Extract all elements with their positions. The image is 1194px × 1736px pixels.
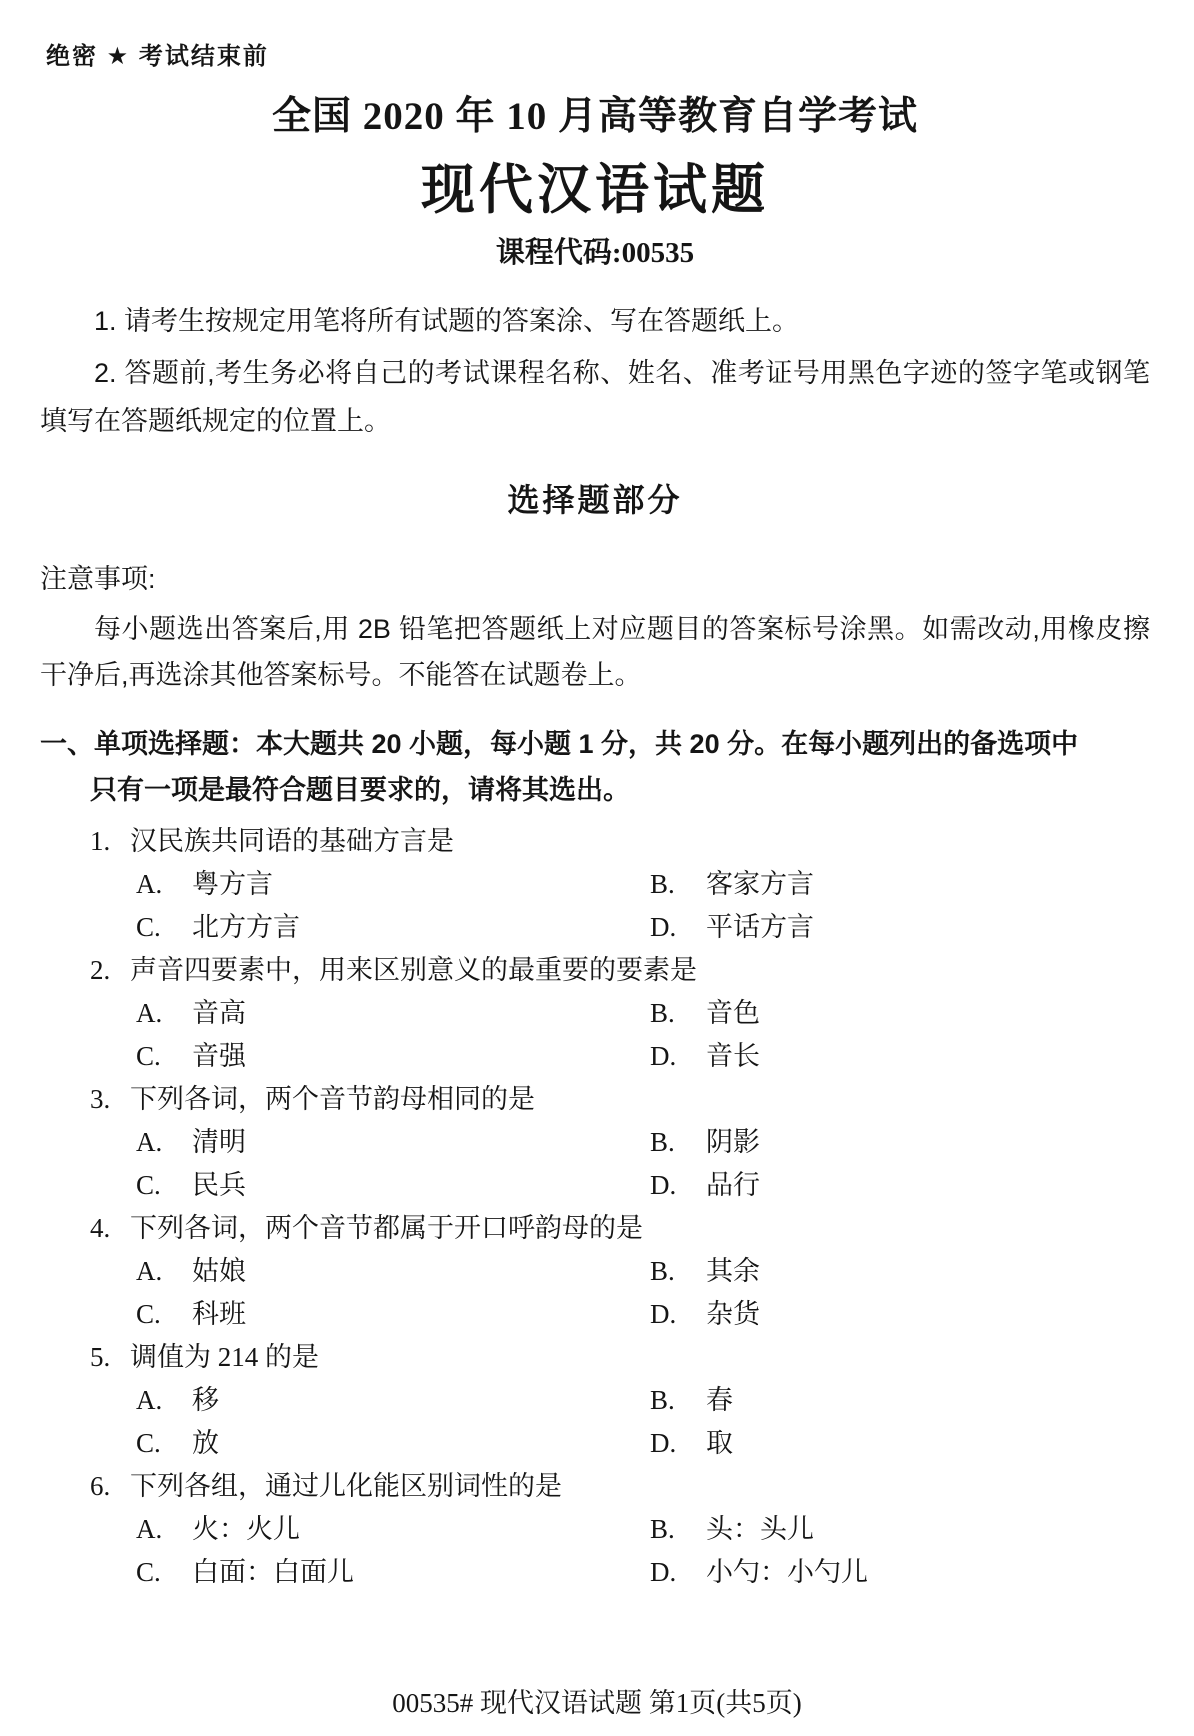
question-1 (40, 820, 1150, 949)
option-row (40, 1250, 1150, 1293)
option-text: 移 (192, 1385, 219, 1415)
option-c (136, 1164, 650, 1207)
option-row (40, 992, 1150, 1035)
question-6 (40, 1465, 1150, 1594)
option-label: C. (136, 1170, 161, 1200)
question-stem: 调值为 214 的是 (130, 1342, 319, 1372)
question-2 (40, 949, 1150, 1078)
option-b (650, 1379, 733, 1422)
option-label: C. (136, 1557, 161, 1587)
question-stem: 汉民族共同语的基础方言是 (130, 826, 454, 856)
question-stem-row (40, 1207, 1150, 1250)
option-b (650, 1508, 814, 1551)
option-row (40, 1508, 1150, 1551)
page-footer: 00535# 现代汉语试题 第1页(共5页) (392, 1688, 802, 1718)
option-c (136, 906, 650, 949)
part-one-heading (40, 726, 1150, 808)
option-text: 阴影 (706, 1127, 760, 1157)
option-label: B. (650, 1256, 675, 1286)
option-text: 音长 (706, 1041, 760, 1071)
part-one-heading-line2: 只有一项是最符合题目要求的，请将其选出。 (90, 775, 630, 805)
option-label: A. (136, 869, 163, 899)
question-stem: 下列各词，两个音节都属于开口呼韵母的是 (130, 1213, 643, 1243)
notice-label: 注意事项: (40, 564, 156, 594)
option-label: B. (650, 1385, 675, 1415)
question-stem-row (40, 1078, 1150, 1121)
option-text: 杂货 (706, 1299, 760, 1329)
option-row (40, 1422, 1150, 1465)
option-label: C. (136, 1428, 161, 1458)
option-a (136, 1379, 650, 1422)
option-label: A. (136, 1514, 163, 1544)
question-number: 6. (90, 1471, 111, 1501)
option-text: 火：火儿 (192, 1514, 300, 1544)
option-text: 取 (706, 1428, 733, 1458)
option-c (136, 1035, 650, 1078)
option-row (40, 1164, 1150, 1207)
option-label: A. (136, 1385, 163, 1415)
option-text: 音强 (192, 1041, 246, 1071)
option-a (136, 1508, 650, 1551)
question-number: 2. (90, 955, 111, 985)
option-text: 科班 (192, 1299, 246, 1329)
option-text: 平话方言 (706, 912, 814, 942)
option-text: 品行 (706, 1170, 760, 1200)
exam-title: 现代汉语试题 (421, 160, 769, 220)
exam-session-title: 全国 2020 年 10 月高等教育自学考试 (271, 95, 918, 138)
option-text: 白面：白面儿 (192, 1557, 354, 1587)
option-text: 姑娘 (192, 1256, 246, 1286)
option-c (136, 1293, 650, 1336)
option-row (40, 1551, 1150, 1594)
option-d (650, 1164, 760, 1207)
option-row (40, 1293, 1150, 1336)
question-stem-row (40, 949, 1150, 992)
question-stem: 下列各词，两个音节韵母相同的是 (130, 1084, 535, 1114)
option-row (40, 1035, 1150, 1078)
section-header: 选择题部分 (507, 482, 683, 518)
option-row (40, 863, 1150, 906)
option-label: D. (650, 1299, 677, 1329)
option-text: 音高 (192, 998, 246, 1028)
option-text: 北方方言 (192, 912, 300, 942)
question-stem-row (40, 1336, 1150, 1379)
option-label: C. (136, 1041, 161, 1071)
question-number: 4. (90, 1213, 111, 1243)
question-stem: 声音四要素中，用来区别意义的最重要的要素是 (130, 955, 697, 985)
general-instruction-1: 1. 请考生按规定用笔将所有试题的答案涂、写在答题纸上。 (94, 306, 800, 336)
question-5 (40, 1336, 1150, 1465)
option-label: D. (650, 1170, 677, 1200)
option-b (650, 1121, 760, 1164)
question-stem-row (40, 820, 1150, 863)
general-instruction-2: 2. 答题前,考生务必将自己的考试课程名称、姓名、准考证号用黑色字迹的签字笔或钢笔填写在答题纸规定的位置上。 (40, 358, 1150, 436)
option-label: B. (650, 1127, 675, 1157)
option-text: 春 (706, 1385, 733, 1415)
option-label: D. (650, 1428, 677, 1458)
option-text: 民兵 (192, 1170, 246, 1200)
option-b (650, 992, 760, 1035)
option-a (136, 1121, 650, 1164)
question-3 (40, 1078, 1150, 1207)
option-text: 其余 (706, 1256, 760, 1286)
option-b (650, 863, 814, 906)
option-d (650, 1551, 868, 1594)
option-text: 粤方言 (192, 869, 273, 899)
option-b (650, 1250, 760, 1293)
option-label: C. (136, 912, 161, 942)
option-text: 头：头儿 (706, 1514, 814, 1544)
option-label: B. (650, 998, 675, 1028)
option-label: A. (136, 998, 163, 1028)
question-number: 3. (90, 1084, 111, 1114)
option-d (650, 1035, 760, 1078)
option-label: C. (136, 1299, 161, 1329)
option-label: B. (650, 1514, 675, 1544)
question-4 (40, 1207, 1150, 1336)
option-row (40, 1121, 1150, 1164)
classification-banner: 绝密 ★ 考试结束前 (46, 43, 269, 70)
question-stem-row (40, 1465, 1150, 1508)
option-a (136, 1250, 650, 1293)
option-row (40, 1379, 1150, 1422)
part-one-heading-line1: 一、单项选择题：本大题共 20 小题，每小题 1 分，共 20 分。在每小题列出的备选项中 (40, 729, 1079, 759)
option-a (136, 992, 650, 1035)
question-stem: 下列各组，通过儿化能区别词性的是 (130, 1471, 562, 1501)
option-d (650, 1293, 760, 1336)
option-text: 放 (192, 1428, 219, 1458)
option-label: D. (650, 1041, 677, 1071)
option-d (650, 906, 814, 949)
option-text: 清明 (192, 1127, 246, 1157)
question-number: 5. (90, 1342, 111, 1372)
question-list (40, 820, 1150, 1594)
notice-body: 每小题选出答案后,用 2B 铅笔把答题纸上对应题目的答案标号涂黑。如需改动,用橡皮擦干净后,再选涂其他答案标号。不能答在试题卷上。 (40, 614, 1150, 690)
option-label: D. (650, 1557, 677, 1587)
option-label: B. (650, 869, 675, 899)
option-text: 小勺：小勺儿 (706, 1557, 868, 1587)
option-c (136, 1551, 650, 1594)
option-text: 客家方言 (706, 869, 814, 899)
option-text: 音色 (706, 998, 760, 1028)
option-row (40, 906, 1150, 949)
course-code: 课程代码:00535 (495, 237, 695, 269)
option-c (136, 1422, 650, 1465)
option-label: D. (650, 912, 677, 942)
question-number: 1. (90, 826, 111, 856)
option-d (650, 1422, 733, 1465)
option-label: A. (136, 1256, 163, 1286)
option-a (136, 863, 650, 906)
option-label: A. (136, 1127, 163, 1157)
